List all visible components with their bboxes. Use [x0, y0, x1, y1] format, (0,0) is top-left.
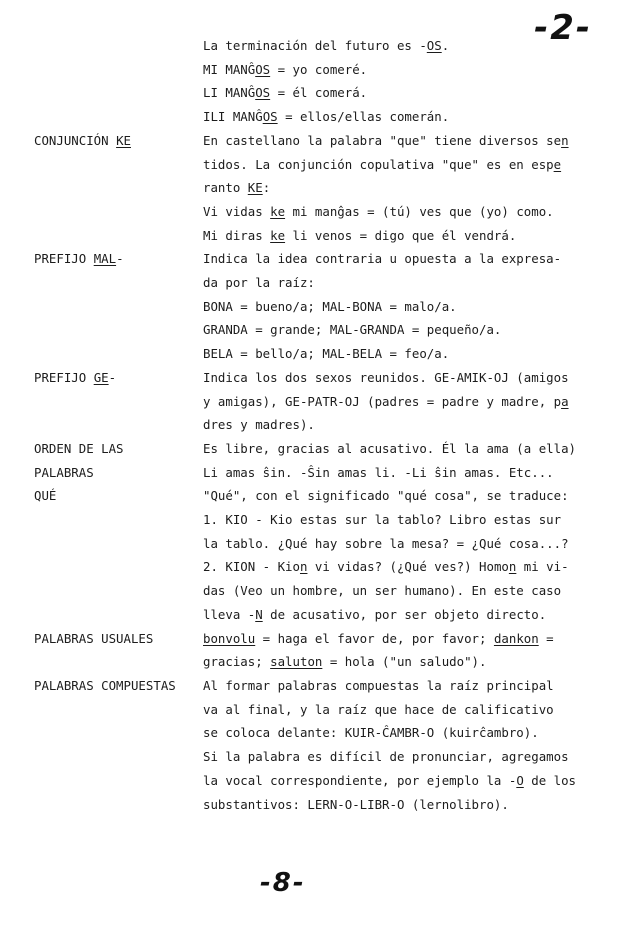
text-segment: PREFIJO: [34, 251, 94, 267]
glossary-entry: [0, 627, 640, 674]
body-line: [203, 674, 640, 698]
underlined-segment: OS: [255, 85, 271, 101]
body-line: [203, 603, 640, 627]
text-segment: de los: [523, 772, 576, 788]
text-segment: ILI MANĜ: [203, 109, 263, 125]
text-segment: mi vi-: [516, 559, 569, 575]
body-line: [203, 34, 640, 58]
body-line: [203, 81, 640, 105]
underlined-segment: N: [255, 606, 263, 622]
text-segment: substantivos: LERN-O-LIBR-O (lernolibro).: [203, 796, 509, 812]
underlined-segment: n: [508, 559, 517, 575]
text-segment: = hola ("un saludo").: [322, 654, 487, 670]
body-line: [203, 769, 640, 793]
body-line: [203, 627, 640, 651]
text-segment: Mi diras: [203, 227, 271, 243]
entry-term: [0, 484, 203, 508]
body-line: [203, 105, 640, 129]
text-segment: se coloca delante: KUIR-ĈAMBR-O (kuirĉambro).: [203, 725, 539, 741]
glossary-entry: [0, 437, 640, 484]
entry-term-line: [34, 674, 203, 698]
text-segment: la vocal correspondiente, por ejemplo la -: [203, 772, 517, 788]
text-segment: .: [441, 38, 450, 53]
body-line: [203, 793, 640, 817]
underlined-segment: ke: [270, 203, 286, 219]
text-segment: va al final, y la raíz que hace de calificativo: [203, 701, 554, 717]
text-segment: MI MANĜ: [203, 61, 256, 77]
text-segment: tidos. La conjunción copulativa "que" es en esp: [203, 156, 554, 172]
underlined-segment: GE: [93, 369, 109, 385]
text-segment: BONA = bueno/a; MAL-BONA = malo/a.: [203, 298, 457, 314]
entry-body: [203, 484, 640, 626]
body-line: [203, 484, 640, 508]
text-segment: das (Veo un hombre, un ser humano). En este caso: [203, 583, 562, 599]
body-line: [203, 129, 640, 153]
page-corner-number: -2-: [534, 8, 592, 48]
underlined-segment: OS: [262, 109, 278, 125]
body-line: [203, 579, 640, 603]
text-segment: -: [108, 369, 117, 385]
text-segment: Al formar palabras compuestas la raíz principal: [203, 677, 554, 693]
body-line: [203, 698, 640, 722]
text-segment: BELA = bello/a; MAL-BELA = feo/a.: [203, 346, 450, 362]
body-line: [203, 390, 640, 414]
body-line: [203, 224, 640, 248]
text-segment: En castellano la palabra "que" tiene diversos se: [203, 132, 562, 148]
text-segment: QUÉ: [34, 488, 57, 504]
body-line: [203, 721, 640, 745]
underlined-segment: bonvolu: [203, 630, 256, 646]
underlined-segment: a: [561, 393, 569, 409]
page-footer-number: -8-: [260, 868, 306, 898]
underlined-segment: OS: [426, 38, 442, 53]
text-segment: PALABRAS: [34, 464, 94, 480]
text-segment: -: [116, 251, 124, 267]
underlined-segment: KE: [247, 180, 263, 196]
entry-term: [0, 627, 203, 651]
body-line: [203, 532, 640, 556]
underlined-segment: ke: [270, 227, 286, 243]
body-line: [203, 461, 640, 485]
text-segment: PREFIJO: [34, 369, 94, 385]
text-segment: dres y madres).: [203, 417, 315, 433]
body-line: [203, 745, 640, 769]
text-segment: da por la raíz:: [203, 275, 315, 291]
text-segment: mi manĝas = (tú) ves que (yo) como.: [285, 203, 554, 219]
text-segment: y amigas), GE-PATR-OJ (padres = padre y madre, p: [203, 393, 562, 409]
text-segment: :: [262, 180, 271, 196]
entry-body: [203, 627, 640, 674]
glossary-entry: [0, 129, 640, 248]
entry-term-line: [34, 366, 203, 390]
underlined-segment: saluton: [270, 654, 323, 670]
body-line: [203, 295, 640, 319]
entry-term-line: [34, 437, 203, 461]
text-segment: de acusativo, por ser objeto directo.: [262, 606, 547, 622]
entry-term-line: [34, 627, 203, 651]
entry-body: [203, 674, 640, 816]
body-line: [203, 437, 640, 461]
text-segment: LI MANĜ: [203, 85, 256, 101]
text-segment: Indica la idea contraria u opuesta a la expresa-: [203, 251, 562, 267]
text-segment: lleva -: [203, 606, 256, 622]
entry-term: [0, 129, 203, 153]
text-segment: Indica los dos sexos reunidos. GE-AMIK-OJ (amigos: [203, 369, 569, 385]
glossary-entry: [0, 366, 640, 437]
text-segment: La terminación del futuro es -: [203, 38, 427, 53]
text-segment: = yo comeré.: [270, 61, 368, 77]
glossary-entry: [0, 247, 640, 366]
text-segment: PALABRAS COMPUESTAS: [34, 677, 176, 693]
body-line: [203, 413, 640, 437]
entry-term-line: [34, 247, 203, 271]
text-segment: 2. KION - Kio: [203, 559, 300, 575]
underlined-segment: n: [299, 559, 308, 575]
glossary-entry: [0, 674, 640, 816]
entry-body: [203, 247, 640, 366]
text-segment: CONJUNCIÓN: [34, 132, 117, 148]
body-line: [203, 176, 640, 200]
text-segment: Si la palabra es difícil de pronunciar, agregamos: [203, 749, 569, 765]
text-segment: =: [538, 630, 554, 646]
text-segment: ORDEN DE LAS: [34, 440, 124, 456]
entry-term: [0, 674, 203, 698]
glossary-entries: [0, 34, 640, 816]
underlined-segment: O: [516, 772, 524, 788]
glossary-entry: [0, 34, 640, 129]
entry-body: [203, 366, 640, 437]
text-segment: gracias;: [203, 654, 271, 670]
underlined-segment: KE: [116, 132, 131, 148]
entry-body: [203, 437, 640, 484]
text-segment: vi vidas? (¿Qué ves?) Homo: [307, 559, 509, 575]
entry-term-line: [34, 484, 203, 508]
glossary-entry: [0, 484, 640, 626]
entry-body: [203, 129, 640, 248]
body-line: [203, 508, 640, 532]
text-segment: = ellos/ellas comerán.: [277, 109, 450, 125]
underlined-segment: n: [561, 132, 569, 148]
body-line: [203, 342, 640, 366]
text-segment: "Qué", con el significado "qué cosa", se traduce:: [203, 488, 569, 504]
entry-term: [0, 437, 203, 484]
entry-term-line: [34, 129, 203, 153]
body-line: [203, 366, 640, 390]
text-segment: PALABRAS USUALES: [34, 630, 154, 646]
underlined-segment: OS: [255, 61, 271, 77]
body-line: [203, 200, 640, 224]
text-segment: 1. KIO - Kio estas sur la tablo? Libro estas sur: [203, 512, 562, 528]
text-segment: Es libre, gracias al acusativo. Él la ama (a ella): [203, 440, 576, 456]
text-segment: GRANDA = grande; MAL-GRANDA = pequeño/a.: [203, 322, 502, 338]
text-segment: la tablo. ¿Qué hay sobre la mesa? = ¿Qué cosa...?: [203, 535, 569, 551]
body-line: [203, 58, 640, 82]
text-segment: = haga el favor de, por favor;: [255, 630, 494, 646]
body-line: [203, 271, 640, 295]
body-line: [203, 247, 640, 271]
entry-term: [0, 247, 203, 271]
text-segment: Vi vidas: [203, 203, 271, 219]
body-line: [203, 153, 640, 177]
text-segment: ranto: [203, 180, 248, 196]
text-segment: Li amas ŝin. -Ŝin amas li. -Li ŝin amas. Etc...: [203, 464, 554, 480]
entry-term: [0, 366, 203, 390]
body-line: [203, 555, 640, 579]
text-segment: li venos = digo que él vendrá.: [285, 227, 517, 243]
underlined-segment: e: [553, 156, 562, 172]
entry-term-line: [34, 461, 203, 485]
body-line: [203, 318, 640, 342]
body-line: [203, 650, 640, 674]
underlined-segment: MAL: [93, 251, 117, 267]
underlined-segment: dankon: [493, 630, 539, 646]
text-segment: = él comerá.: [270, 85, 368, 101]
entry-body: [203, 34, 640, 129]
